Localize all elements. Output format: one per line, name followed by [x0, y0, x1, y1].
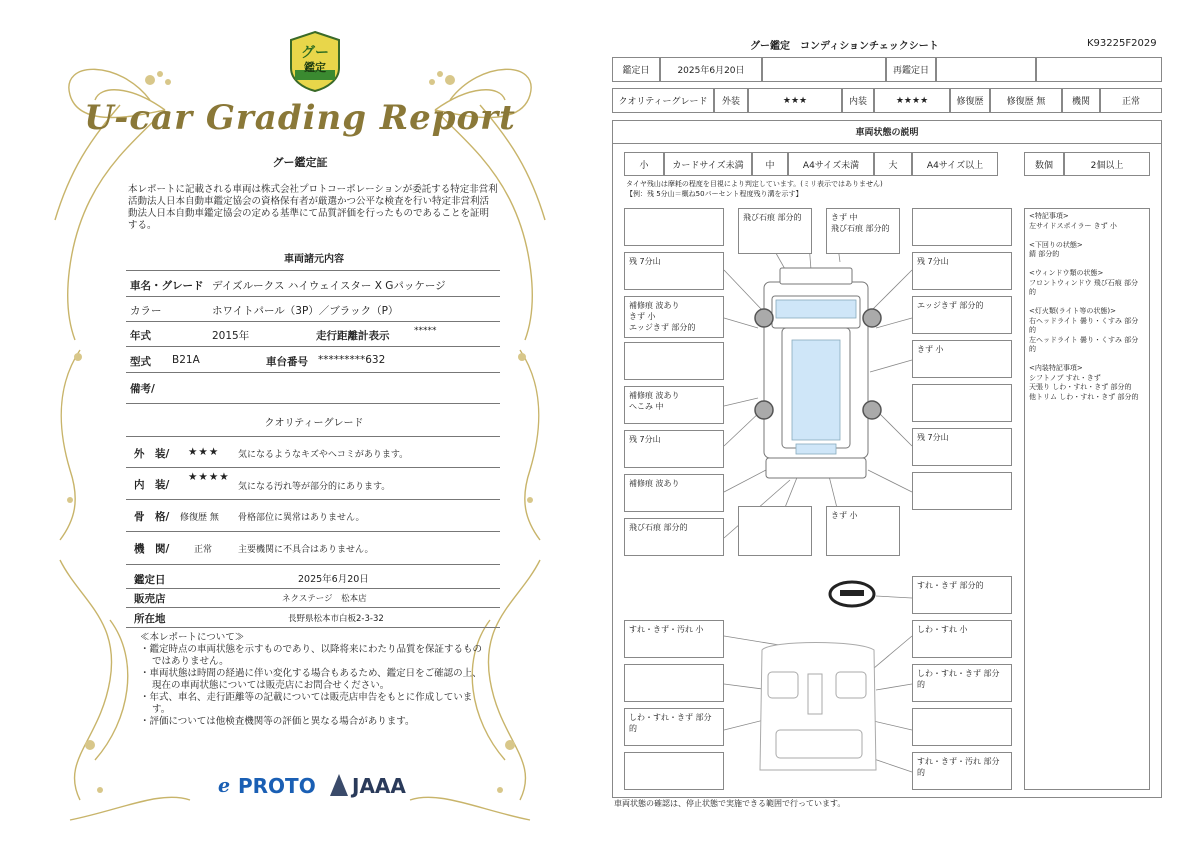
quality-heading: クオリティーグレード [264, 418, 364, 429]
condition-box: きず 中 飛び石痕 部分的 [826, 208, 900, 254]
year-value: 2015年 [212, 330, 250, 342]
emblem-line2: 鑑定 [304, 61, 326, 74]
engine-value: 正常 [1100, 88, 1162, 113]
divider [126, 607, 500, 608]
divider [126, 467, 500, 468]
repair-value: 修復歴 無 [990, 88, 1062, 113]
store-label: 販売店 [134, 593, 166, 605]
divider [126, 531, 500, 532]
certificate-subtitle: グー鑑定証 [272, 156, 328, 169]
note-item: ・車両状態は時間の経過に伴い変化する場合もあるため、鑑定日をご確認の上、現在の車両状態については販売店にお問合せください。 [140, 668, 482, 691]
divider [126, 346, 500, 347]
exterior-desc: 気になるようなキズやヘコミがあります。 [238, 450, 409, 460]
proto-logo-mark: ℯ [218, 775, 231, 797]
legend-count-desc: 2個以上 [1064, 152, 1150, 176]
footer-note: 車両状態の確認は、停止状態で実施できる範囲で行っています。 [614, 799, 846, 808]
engine-desc: 主要機関に不具合はありません。 [238, 545, 374, 555]
jaaa-logo-mark [328, 772, 350, 798]
ext-stars: ★★★ [748, 88, 842, 113]
appraisal-date-value: 2025年6月20日 [660, 57, 762, 82]
int-stars: ★★★★ [874, 88, 950, 113]
condition-box: 飛び石痕 部分的 [624, 518, 724, 556]
model-label: 型式 [130, 356, 151, 368]
tire-note: タイヤ残山は摩耗の程度を目視により判定しています。(ミリ表示ではありません) [626, 180, 883, 188]
condition-box [738, 506, 812, 556]
condition-box: すれ・きず・汚れ 小 [624, 620, 724, 658]
condition-box: しわ・すれ 小 [912, 620, 1012, 658]
condition-box: 残 7分山 [624, 252, 724, 290]
condition-box: 飛び石痕 部分的 [738, 208, 812, 254]
interior-stars: ★★★★ [188, 471, 230, 483]
condition-box: 補修痕 波あり [624, 474, 724, 512]
color-value: ホワイトパール（3P）／ブラック（P） [212, 305, 399, 317]
condition-box: 残 7分山 [912, 428, 1012, 466]
color-label: カラー [130, 305, 162, 317]
legend-large: 大 [874, 152, 912, 176]
mileage-value: ***** [414, 326, 437, 336]
frame-desc: 骨格部位に異常はありません。 [238, 513, 365, 523]
reappraisal-date-label: 再鑑定日 [886, 57, 936, 82]
condition-heading: 車両状態の説明 [612, 120, 1162, 144]
condition-box: しわ・すれ・きず 部分的 [624, 708, 724, 746]
condition-box: エッジきず 部分的 [912, 296, 1012, 334]
report-notes [140, 632, 490, 728]
condition-box: 補修痕 波あり へこみ 中 [624, 386, 724, 424]
name-value: デイズルークス ハイウェイスター X Gパッケージ [212, 280, 446, 292]
notes-heading: ≪本レポートについて≫ [140, 632, 245, 643]
condition-box: すれ・きず 部分的 [912, 576, 1012, 614]
condition-box [624, 664, 724, 702]
address-label: 所在地 [134, 613, 166, 625]
interior-label: 内 装/ [134, 479, 170, 491]
condition-box: きず 小 [912, 340, 1012, 378]
chassis-value: *********632 [318, 354, 386, 366]
model-value: B21A [172, 354, 200, 366]
name-label: 車名・グレード [130, 280, 204, 292]
engine-value: 正常 [194, 545, 213, 555]
engine-label: 機関 [1062, 88, 1100, 113]
condition-box: 補修痕 波あり きず 小 エッジきず 部分的 [624, 296, 724, 338]
note-item: ・評価については他検査機関等の評価と異なる場合があります。 [140, 716, 415, 727]
sheet-title: グー鑑定 コンディションチェックシート [750, 41, 939, 52]
engine-label: 機 関/ [134, 543, 170, 555]
date-value: 2025年6月20日 [298, 574, 369, 585]
condition-box: 残 7分山 [912, 252, 1012, 290]
sheet-id: K93225F2029 [1087, 38, 1157, 49]
exterior-label: 外 装/ [134, 448, 170, 460]
exterior-stars: ★★★ [188, 446, 220, 458]
legend-count: 数個 [1024, 152, 1064, 176]
ext-label: 外装 [714, 88, 748, 113]
special-notes: <特記事項> 左サイドスポイラー きず 小 <下回りの状態> 錆 部分的 <ウィンドウ類の状態> フロントウィンドウ 飛び石痕 部分的 <灯火類(ライト等の状態)> 右ヘッドライト 曇り・くすみ 部分的 左ヘッドライト 曇り・くすみ 部分的 <内装特記事項> シフトノブ すれ・きず 天張り しわ・すれ・きず 部分的 他トリム しわ・すれ・きず 部分的 [1024, 208, 1150, 790]
date-label: 鑑定日 [134, 574, 166, 586]
legend-medium: 中 [752, 152, 788, 176]
spec-heading: 車両諸元内容 [284, 254, 344, 265]
divider [126, 270, 500, 271]
remarks-label: 備考/ [130, 383, 155, 395]
year-label: 年式 [130, 330, 151, 342]
appraisal-date-label: 鑑定日 [612, 57, 660, 82]
condition-box: すれ・きず・汚れ 部分的 [912, 752, 1012, 790]
divider [126, 372, 500, 373]
condition-check-sheet [600, 0, 1200, 848]
divider [126, 588, 500, 589]
emblem-line1: グー [301, 45, 329, 61]
legend-large-desc: A4サイズ以上 [912, 152, 998, 176]
legend-small: 小 [624, 152, 664, 176]
interior-desc: 気になる汚れ等が部分的にあります。 [238, 482, 391, 492]
repair-label: 修復歴 [950, 88, 990, 113]
divider [126, 296, 500, 297]
frame-label: 骨 格/ [134, 511, 170, 523]
legend-medium-desc: A4サイズ未満 [788, 152, 874, 176]
tire-example: 【例：残 5分山＝概ね50パーセント程度残り溝を示す】 [626, 190, 803, 198]
condition-box [912, 384, 1012, 422]
condition-box: しわ・すれ・きず 部分的 [912, 664, 1012, 702]
condition-box [624, 208, 724, 246]
condition-box: 残 7分山 [624, 430, 724, 468]
note-item: ・鑑定時点の車両状態を示すものであり、以降将来にわたり品質を保証するものではありません。 [140, 644, 483, 667]
note-item: ・年式、車名、走行距離等の記載については販売店申告をもとに作成しています。 [140, 692, 473, 715]
condition-box [624, 342, 724, 380]
divider [126, 436, 500, 437]
condition-box [912, 208, 1012, 246]
mileage-label: 走行距離計表示 [316, 330, 390, 342]
divider [126, 403, 500, 404]
condition-box [912, 708, 1012, 746]
divider [126, 627, 500, 628]
legend-small-desc: カードサイズ未満 [664, 152, 752, 176]
proto-logo: PROTO [238, 774, 316, 798]
condition-box [912, 472, 1012, 510]
condition-box [624, 752, 724, 790]
condition-box: きず 小 [826, 506, 900, 556]
int-label: 内装 [842, 88, 874, 113]
divider [126, 564, 500, 565]
jaaa-logo: JAAA [352, 774, 406, 798]
certificate-intro: 本レポートに記載される車両は株式会社プロトコーポレーションが委託する特定非営利活動法人日本自動車鑑定協会の資格保有者が厳選かつ公平な検査を行い特定非営利活動法人日本自動車鑑定協会の定める基準にて品質評価を行ったものであることを証明する。 [128, 184, 498, 231]
report-title: U-car Grading Report [84, 98, 516, 138]
quality-grade-label: クオリティーグレード [612, 88, 714, 113]
chassis-label: 車台番号 [266, 356, 308, 368]
divider [126, 321, 500, 322]
address-value: 長野県松本市白板2-3-32 [288, 614, 384, 624]
goo-appraisal-emblem [287, 30, 343, 92]
frame-value: 修復歴 無 [180, 513, 219, 523]
store-value: ネクステージ 松本店 [282, 594, 367, 604]
divider [126, 499, 500, 500]
